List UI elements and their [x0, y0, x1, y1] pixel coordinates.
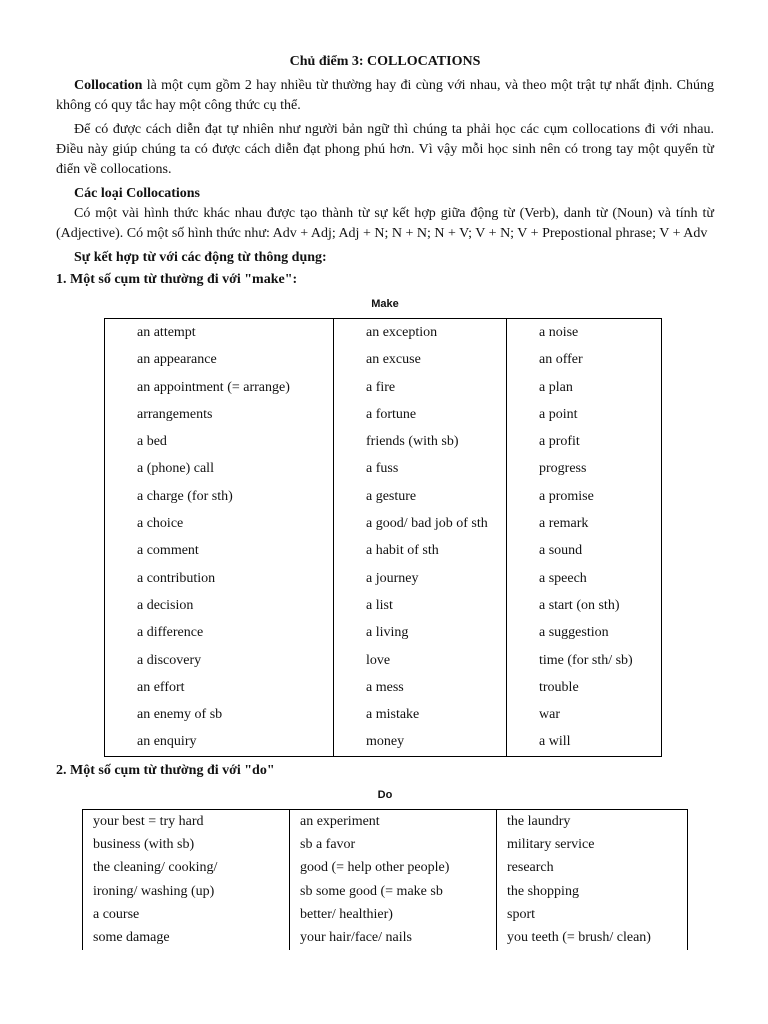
- table-row: [83, 809, 688, 833]
- table-cell: research: [497, 856, 688, 879]
- table-cell: business (with sb): [83, 833, 290, 856]
- table-cell: a point: [507, 401, 662, 428]
- table-row: [105, 728, 662, 756]
- table-row: [83, 833, 688, 856]
- make-table-caption: Make: [371, 298, 399, 310]
- table-cell: a suggestion: [507, 619, 662, 646]
- verbs-heading: Sự kết hợp từ với các động từ thông dụng:: [74, 250, 327, 265]
- table-cell: time (for sth/ sb): [507, 647, 662, 674]
- table-cell: a will: [507, 728, 662, 756]
- table-row: [83, 880, 688, 903]
- table-cell: a contribution: [105, 565, 334, 592]
- table-row: [105, 674, 662, 701]
- table-row: [83, 903, 688, 926]
- table-cell: a gesture: [334, 483, 507, 510]
- table-cell: love: [334, 647, 507, 674]
- table-cell: a remark: [507, 510, 662, 537]
- table-row: [105, 647, 662, 674]
- table-cell: you teeth (= brush/ clean): [497, 926, 688, 949]
- table-row: [105, 346, 662, 373]
- table-cell: an effort: [105, 674, 334, 701]
- table-cell: a noise: [507, 319, 662, 347]
- types-heading: Các loại Collocations: [74, 186, 200, 201]
- table-cell: a comment: [105, 537, 334, 564]
- table-cell: an offer: [507, 346, 662, 373]
- table-row: [105, 619, 662, 646]
- table-row: [83, 856, 688, 879]
- table-cell: progress: [507, 455, 662, 482]
- table-cell: a mess: [334, 674, 507, 701]
- table-cell: an experiment: [290, 809, 497, 833]
- table-cell: an exception: [334, 319, 507, 347]
- table-cell: your hair/face/ nails: [290, 926, 497, 949]
- types-paragraph: Có một vài hình thức khác nhau được tạo thành từ sự kết hợp giữa động từ (Verb), danh từ (Noun) và tính từ (Adjective). Có một số hình thức như: Adv + Adj; Adj + N; N + N; N + V; V + N; V + Prepostional phrase; V + Adv: [56, 206, 714, 241]
- table-cell: a start (on sth): [507, 592, 662, 619]
- table-cell: a course: [83, 903, 290, 926]
- table-row: [83, 926, 688, 949]
- table-row: [105, 483, 662, 510]
- table-cell: sport: [497, 903, 688, 926]
- table-cell: a fire: [334, 374, 507, 401]
- table-cell: a promise: [507, 483, 662, 510]
- table-cell: a living: [334, 619, 507, 646]
- table-cell: an excuse: [334, 346, 507, 373]
- table-row: [105, 374, 662, 401]
- table-cell: arrangements: [105, 401, 334, 428]
- table-cell: a speech: [507, 565, 662, 592]
- table-cell: military service: [497, 833, 688, 856]
- table-cell: some damage: [83, 926, 290, 949]
- table-cell: your best = try hard: [83, 809, 290, 833]
- table-cell: an attempt: [105, 319, 334, 347]
- table-row: [105, 455, 662, 482]
- table-cell: a (phone) call: [105, 455, 334, 482]
- table-cell: a charge (for sth): [105, 483, 334, 510]
- table-row: [105, 510, 662, 537]
- table-cell: the cleaning/ cooking/: [83, 856, 290, 879]
- table-row: [105, 592, 662, 619]
- table-row: [105, 428, 662, 455]
- do-table-caption: Do: [377, 788, 393, 801]
- make-table-body: [105, 319, 662, 757]
- table-cell: sb some good (= make sb: [290, 880, 497, 903]
- table-cell: a mistake: [334, 701, 507, 728]
- table-cell: ironing/ washing (up): [83, 880, 290, 903]
- intro-paragraph-2: Để có được cách diễn đạt tự nhiên như người bản ngữ thì chúng ta phải học các cụm collocations đi với nhau. Điều này giúp chúng ta có được cách diễn đạt phong phú hơn. Vì vậy mỗi học sinh nên có trong tay một quyển từ điển về collocations.: [56, 122, 714, 177]
- table-cell: a good/ bad job of sth: [334, 510, 507, 537]
- do-section-heading: 2. Một số cụm từ thường đi với "do": [56, 762, 275, 778]
- table-row: [105, 401, 662, 428]
- intro-term: Collocation: [74, 78, 143, 93]
- table-cell: sb a favor: [290, 833, 497, 856]
- table-cell: the shopping: [497, 880, 688, 903]
- table-cell: a discovery: [105, 647, 334, 674]
- table-cell: trouble: [507, 674, 662, 701]
- document-page: [56, 54, 714, 950]
- table-cell: a habit of sth: [334, 537, 507, 564]
- table-cell: the laundry: [497, 809, 688, 833]
- do-table-body: [83, 809, 688, 949]
- table-cell: war: [507, 701, 662, 728]
- table-cell: a fuss: [334, 455, 507, 482]
- table-cell: a decision: [105, 592, 334, 619]
- table-cell: a profit: [507, 428, 662, 455]
- table-cell: a choice: [105, 510, 334, 537]
- table-cell: good (= help other people): [290, 856, 497, 879]
- table-row: [105, 319, 662, 347]
- table-cell: a list: [334, 592, 507, 619]
- intro-definition: là một cụm gồm 2 hay nhiều từ thường hay đi cùng với nhau, và theo một trật tự nhất định. Chúng không có quy tắc hay một công thức cụ thể.: [56, 78, 714, 113]
- table-cell: an enemy of sb: [105, 701, 334, 728]
- table-cell: a plan: [507, 374, 662, 401]
- table-row: [105, 701, 662, 728]
- table-cell: a journey: [334, 565, 507, 592]
- make-collocation-table: [104, 318, 662, 757]
- do-collocation-table: [82, 809, 688, 950]
- table-cell: a difference: [105, 619, 334, 646]
- table-cell: better/ healthier): [290, 903, 497, 926]
- table-row: [105, 565, 662, 592]
- intro-paragraph: [56, 76, 714, 116]
- table-cell: money: [334, 728, 507, 756]
- table-cell: friends (with sb): [334, 428, 507, 455]
- make-section-heading: 1. Một số cụm từ thường đi với "make":: [56, 272, 298, 287]
- table-cell: a fortune: [334, 401, 507, 428]
- table-row: [105, 537, 662, 564]
- table-cell: an appearance: [105, 346, 334, 373]
- table-cell: a bed: [105, 428, 334, 455]
- table-cell: a sound: [507, 537, 662, 564]
- table-cell: an appointment (= arrange): [105, 374, 334, 401]
- page-title: Chủ điểm 3: COLLOCATIONS: [289, 54, 481, 69]
- table-cell: an enquiry: [105, 728, 334, 756]
